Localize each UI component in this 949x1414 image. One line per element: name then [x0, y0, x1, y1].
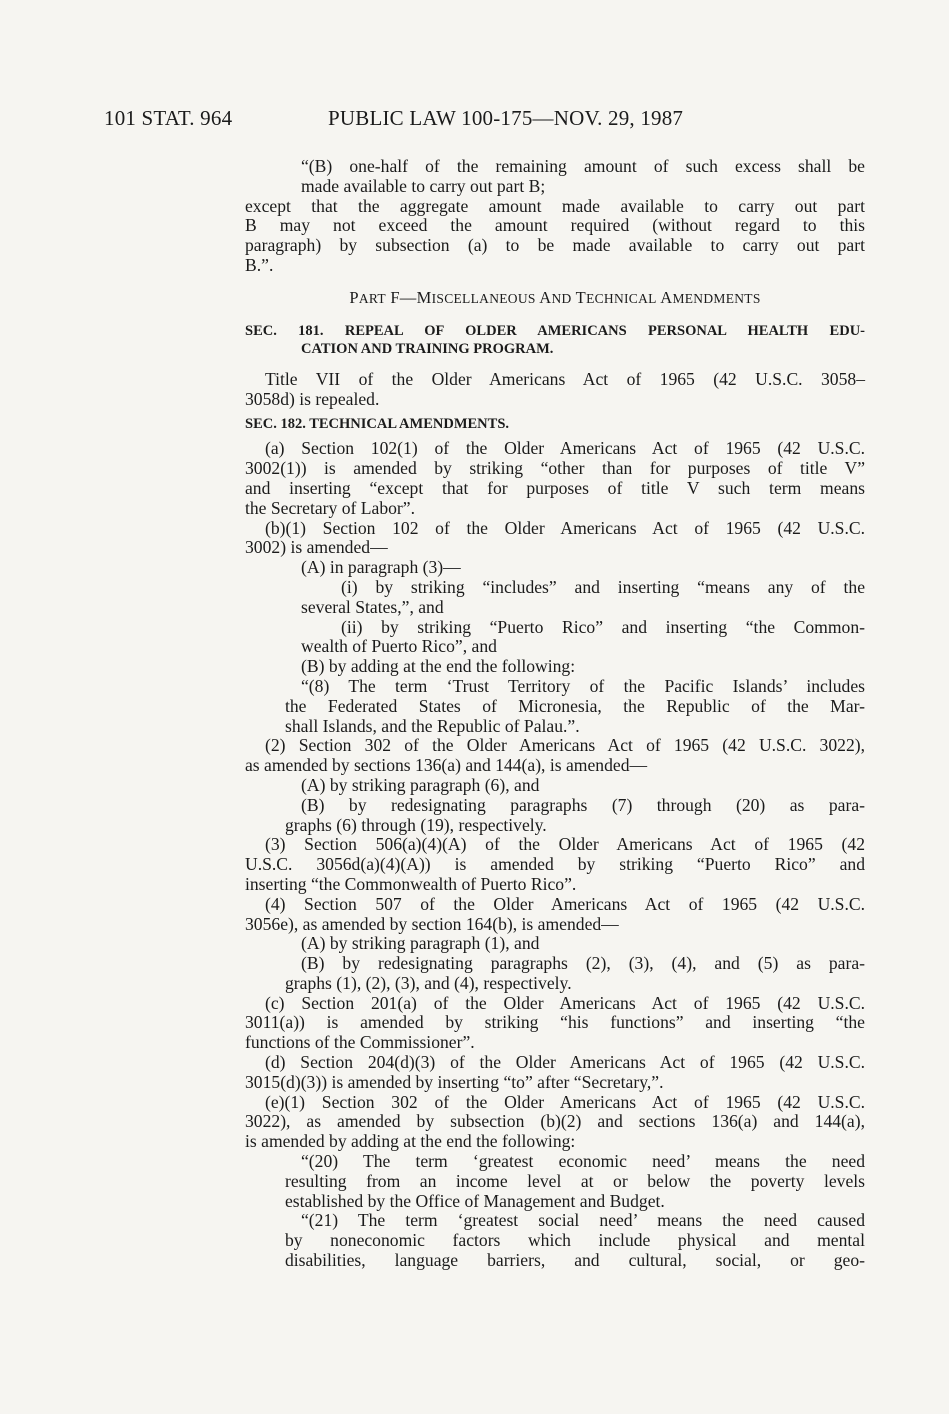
- text-line: (A) in paragraph (3)—: [301, 557, 461, 578]
- part-heading-text: ISCELLANEOUS: [431, 290, 536, 306]
- text-line: B may not exceed the amount required (without regard to this: [245, 215, 865, 236]
- text-line: 3058d) is repealed.: [245, 388, 380, 409]
- text-line: graphs (1), (2), (3), and (4), respectively.: [285, 972, 572, 993]
- text-line: except that the aggregate amount made available to carry out part: [245, 195, 865, 216]
- text-line: as amended by sections 136(a) and 144(a), is amended—: [245, 755, 648, 776]
- text-line: (a) Section 102(1) of the Older Americans Act of 1965 (42 U.S.C.: [265, 438, 865, 459]
- part-heading-text: T: [571, 287, 587, 307]
- text-line: (i) by striking “includes” and inserting “means any of the: [341, 576, 865, 597]
- part-heading-text: ND: [551, 290, 572, 306]
- text-column: [245, 157, 865, 1271]
- section-heading: CATION AND TRAINING PROGRAM.: [301, 340, 554, 357]
- section-heading: SEC. 181. REPEAL OF OLDER AMERICANS PERSONAL HEALTH EDU-: [245, 322, 865, 339]
- section-heading: SEC. 182. TECHNICAL AMENDMENTS.: [245, 416, 510, 433]
- text-line: (B) by redesignating paragraphs (7) through (20) as para-: [301, 794, 865, 815]
- text-line: is amended by adding at the end the following:: [245, 1131, 576, 1152]
- text-line: the Secretary of Labor”.: [245, 497, 415, 518]
- part-heading-text: MENDMENTS: [672, 290, 761, 306]
- part-heading-text: A: [656, 287, 673, 307]
- text-line: 3011(a)) is amended by striking “his functions” and inserting “the: [245, 1012, 865, 1033]
- text-line: disabilities, language barriers, and cultural, social, or geo-: [285, 1250, 865, 1271]
- text-line: (d) Section 204(d)(3) of the Older Americans Act of 1965 (42 U.S.C.: [265, 1052, 865, 1073]
- text-line: (c) Section 201(a) of the Older Americans Act of 1965 (42 U.S.C.: [265, 992, 865, 1013]
- text-line: “(B) one-half of the remaining amount of such excess shall be: [301, 156, 865, 176]
- text-line: several States,”, and: [301, 596, 444, 617]
- text-line: established by the Office of Management and Budget.: [285, 1190, 665, 1211]
- text-line: made available to carry out part B;: [301, 175, 546, 196]
- text-line: (A) by striking paragraph (1), and: [301, 933, 540, 954]
- part-heading-text: ART: [358, 290, 386, 306]
- text-line: “(20) The term ‘greatest economic need’ means the need: [301, 1151, 865, 1172]
- text-line: shall Islands, and the Republic of Palau.”.: [285, 715, 580, 736]
- text-line: 3002(1)) is amended by striking “other than for purposes of title V”: [245, 458, 865, 479]
- text-line: Title VII of the Older Americans Act of 1965 (42 U.S.C. 3058–: [265, 368, 865, 389]
- part-heading-text: P: [349, 287, 359, 307]
- text-line: by noneconomic factors which include physical and mental: [285, 1230, 865, 1251]
- text-line: (B) by adding at the end the following:: [301, 656, 576, 677]
- text-line: the Federated States of Micronesia, the Republic of the Mar-: [285, 695, 865, 716]
- text-line: U.S.C. 3056d(a)(4)(A)) is amended by striking “Puerto Rico” and: [245, 854, 865, 875]
- part-heading-text: A: [535, 287, 552, 307]
- text-line: (A) by striking paragraph (6), and: [301, 774, 540, 795]
- text-line: inserting “the Commonwealth of Puerto Rico”.: [245, 873, 577, 894]
- text-line: wealth of Puerto Rico”, and: [301, 636, 497, 657]
- text-line: B.”.: [245, 254, 274, 275]
- text-line: 3022), as amended by subsection (b)(2) and sections 136(a) and 144(a),: [245, 1111, 865, 1132]
- part-heading-text: ECHNICAL: [586, 290, 657, 306]
- text-line: (ii) by striking “Puerto Rico” and inserting “the Common-: [341, 616, 865, 637]
- part-heading: [245, 288, 865, 308]
- text-line: 3015(d)(3)) is amended by inserting “to” after “Secretary,”.: [245, 1071, 664, 1092]
- page-citation: 101 STAT. 964: [104, 106, 233, 130]
- text-line: graphs (6) through (19), respectively.: [285, 814, 547, 835]
- text-line: (B) by redesignating paragraphs (2), (3), (4), and (5) as para-: [301, 953, 865, 974]
- text-line: 3056e), as amended by section 164(b), is amended—: [245, 913, 619, 934]
- text-line: 3002) is amended—: [245, 537, 388, 558]
- part-heading-text: F—M: [385, 287, 432, 307]
- text-line: functions of the Commissioner”.: [245, 1032, 475, 1053]
- text-line: paragraph) by subsection (a) to be made available to carry out part: [245, 235, 865, 256]
- text-line: (3) Section 506(a)(4)(A) of the Older Americans Act of 1965 (42: [265, 834, 865, 855]
- text-line: “(21) The term ‘greatest social need’ means the need caused: [301, 1210, 865, 1231]
- running-header: PUBLIC LAW 100-175—NOV. 29, 1987: [328, 106, 684, 130]
- text-line: (e)(1) Section 302 of the Older Americans Act of 1965 (42 U.S.C.: [265, 1091, 865, 1112]
- text-line: (b)(1) Section 102 of the Older Americans Act of 1965 (42 U.S.C.: [265, 517, 865, 538]
- text-line: “(8) The term ‘Trust Territory of the Pacific Islands’ includes: [301, 675, 865, 696]
- text-line: and inserting “except that for purposes of title V such term means: [245, 477, 865, 498]
- text-line: (2) Section 302 of the Older Americans Act of 1965 (42 U.S.C. 3022),: [265, 735, 865, 756]
- text-line: (4) Section 507 of the Older Americans Act of 1965 (42 U.S.C.: [265, 893, 865, 914]
- text-line: resulting from an income level at or below the poverty levels: [285, 1170, 865, 1191]
